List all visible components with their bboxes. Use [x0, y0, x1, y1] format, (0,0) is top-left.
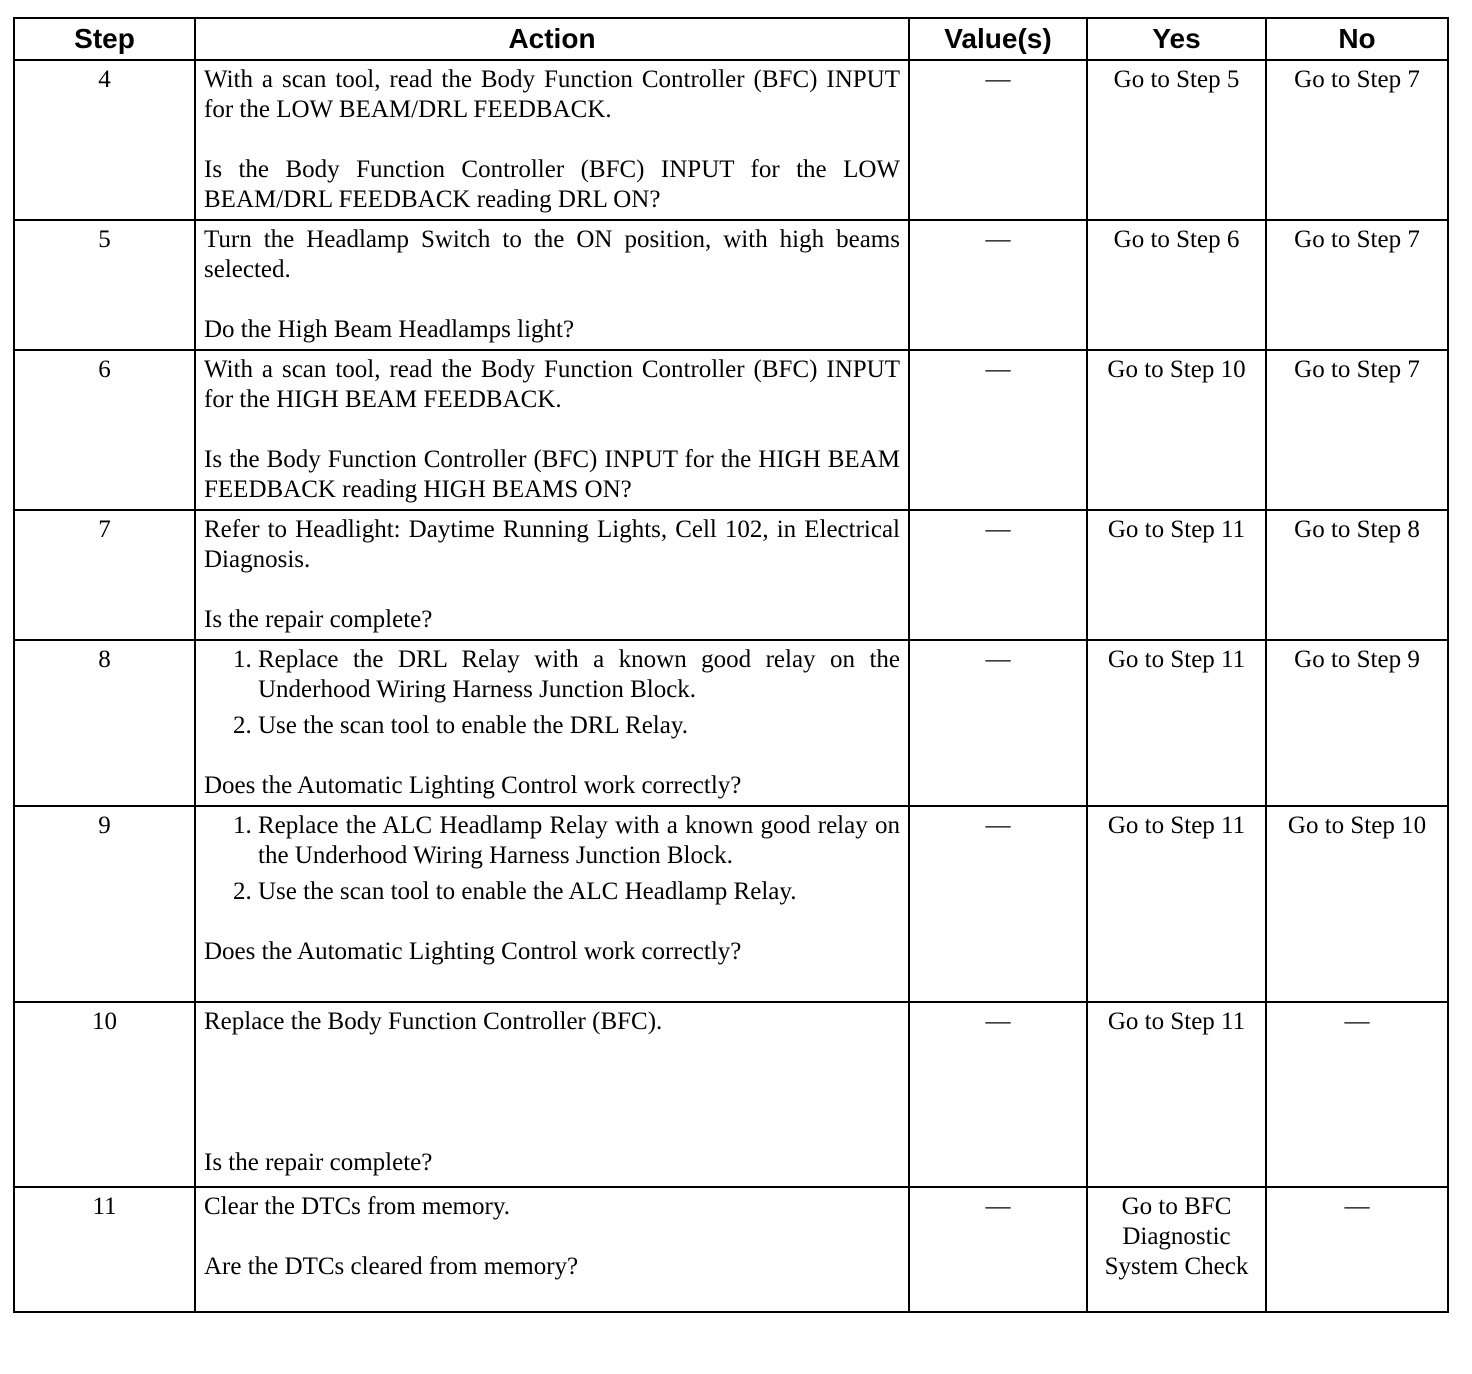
step-cell: 7 [14, 510, 195, 640]
no-cell: Go to Step 7 [1266, 220, 1448, 350]
values-cell: — [909, 220, 1087, 350]
action-question: Does the Automatic Lighting Control work correctly? [204, 938, 742, 965]
no-cell: Go to Step 9 [1266, 640, 1448, 806]
action-cell [195, 1002, 909, 1187]
action-question: Are the DTCs cleared from memory? [204, 1253, 579, 1280]
action-cell [195, 806, 909, 1002]
step-cell: 10 [14, 1002, 195, 1187]
step-cell: 5 [14, 220, 195, 350]
table-row [14, 510, 1448, 640]
table-row [14, 1002, 1448, 1187]
yes-cell: Go to Step 10 [1087, 350, 1266, 510]
action-question: Is the repair complete? [204, 606, 433, 633]
values-cell: — [909, 806, 1087, 1002]
list-item: 1. Replace the ALC Headlamp Relay with a known good relay on the Underhood Wiring Harness Junction Block. [258, 811, 900, 871]
no-cell: — [1266, 1002, 1448, 1187]
action-steps-list [204, 811, 900, 907]
yes-cell: Go to Step 6 [1087, 220, 1266, 350]
list-item: 2. Use the scan tool to enable the DRL Relay. [258, 711, 900, 741]
action-text: Refer to Headlight: Daytime Running Lights, Cell 102, in Electrical Diagnosis. [204, 516, 900, 573]
values-cell: — [909, 640, 1087, 806]
action-steps-list [204, 645, 900, 741]
no-cell: Go to Step 7 [1266, 350, 1448, 510]
action-cell [195, 220, 909, 350]
action-cell [195, 510, 909, 640]
header-no: No [1266, 18, 1448, 60]
header-action: Action [195, 18, 909, 60]
table-row [14, 350, 1448, 510]
yes-cell: Go to Step 11 [1087, 1002, 1266, 1187]
action-question: Is the Body Function Controller (BFC) INPUT for the LOW BEAM/DRL FEEDBACK reading DRL ON? [204, 156, 900, 213]
table-row [14, 806, 1448, 1002]
action-text: With a scan tool, read the Body Function Controller (BFC) INPUT for the HIGH BEAM FEEDBACK. [204, 356, 900, 413]
action-cell [195, 1187, 909, 1312]
action-text: Replace the Body Function Controller (BFC). [204, 1008, 663, 1035]
table-row [14, 220, 1448, 350]
action-cell [195, 60, 909, 220]
step-cell: 6 [14, 350, 195, 510]
list-item: 1. Replace the DRL Relay with a known good relay on the Underhood Wiring Harness Junction Block. [258, 645, 900, 705]
header-row [14, 18, 1448, 60]
values-cell: — [909, 510, 1087, 640]
yes-cell: Go to Step 11 [1087, 510, 1266, 640]
header-yes: Yes [1087, 18, 1266, 60]
action-question: Does the Automatic Lighting Control work correctly? [204, 772, 742, 799]
action-cell [195, 350, 909, 510]
yes-cell: Go to BFC Diagnostic System Check [1087, 1187, 1266, 1312]
no-cell: Go to Step 7 [1266, 60, 1448, 220]
yes-cell: Go to Step 5 [1087, 60, 1266, 220]
step-cell: 9 [14, 806, 195, 1002]
yes-cell: Go to Step 11 [1087, 640, 1266, 806]
values-cell: — [909, 60, 1087, 220]
step-cell: 4 [14, 60, 195, 220]
table-row [14, 1187, 1448, 1312]
action-question: Is the repair complete? [204, 1149, 433, 1176]
no-cell: — [1266, 1187, 1448, 1312]
action-cell [195, 640, 909, 806]
list-item: 2. Use the scan tool to enable the ALC Headlamp Relay. [258, 877, 900, 907]
table-row [14, 640, 1448, 806]
action-question: Do the High Beam Headlamps light? [204, 316, 575, 343]
header-values: Value(s) [909, 18, 1087, 60]
no-cell: Go to Step 10 [1266, 806, 1448, 1002]
header-step: Step [14, 18, 195, 60]
values-cell: — [909, 350, 1087, 510]
action-text: Clear the DTCs from memory. [204, 1193, 510, 1220]
table-row [14, 60, 1448, 220]
values-cell: — [909, 1187, 1087, 1312]
no-cell: Go to Step 8 [1266, 510, 1448, 640]
values-cell: — [909, 1002, 1087, 1187]
step-cell: 8 [14, 640, 195, 806]
step-cell: 11 [14, 1187, 195, 1312]
action-text: With a scan tool, read the Body Function Controller (BFC) INPUT for the LOW BEAM/DRL FEEDBACK. [204, 66, 900, 123]
action-text: Turn the Headlamp Switch to the ON position, with high beams selected. [204, 226, 900, 283]
action-question: Is the Body Function Controller (BFC) INPUT for the HIGH BEAM FEEDBACK reading HIGH BEAMS ON? [204, 446, 900, 503]
diagnostic-table [13, 17, 1449, 1313]
yes-cell: Go to Step 11 [1087, 806, 1266, 1002]
